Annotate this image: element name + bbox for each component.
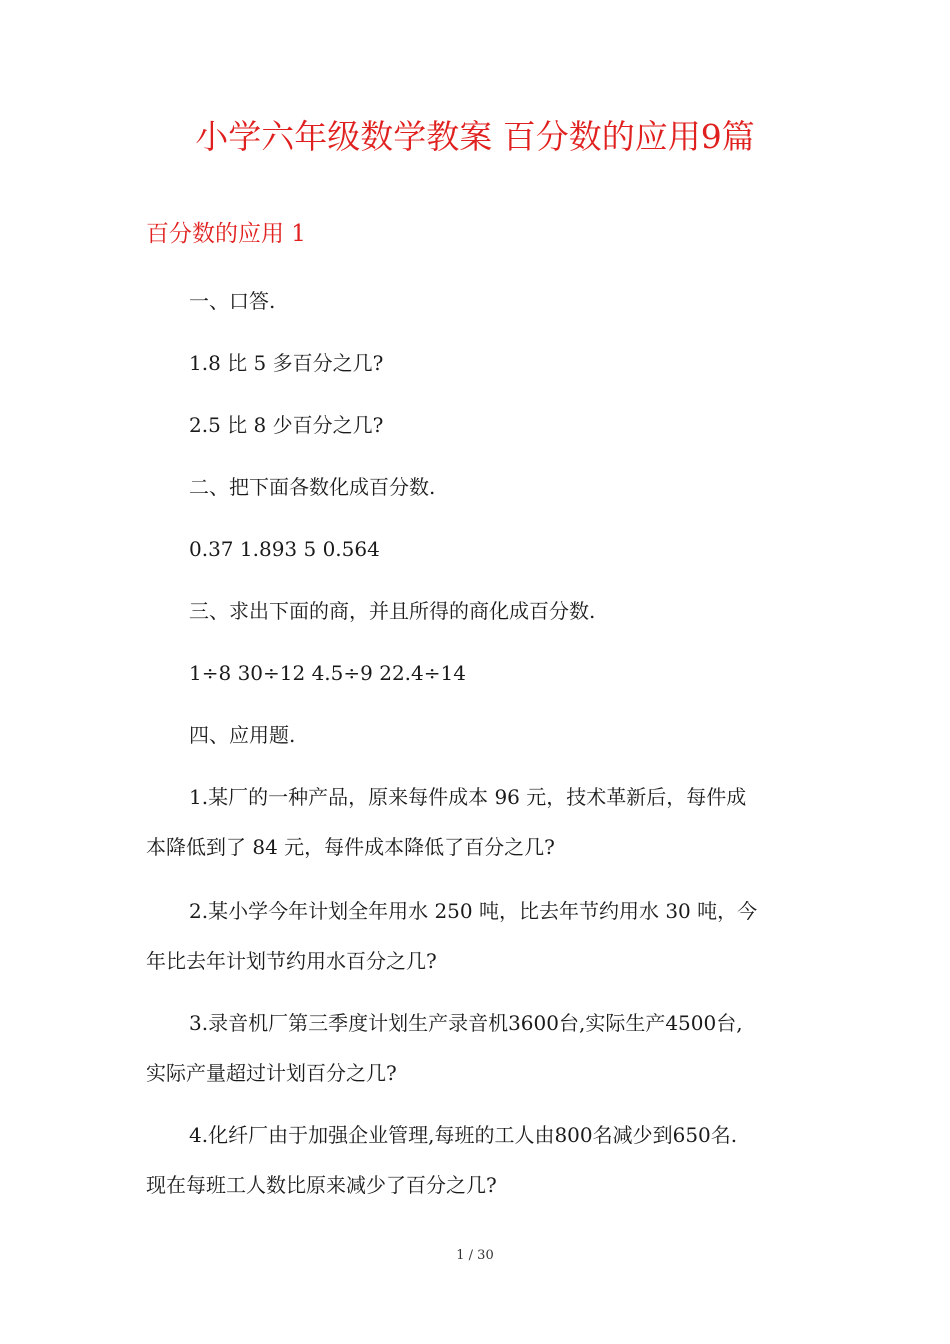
body-line: 一、口答. — [189, 289, 276, 313]
body-line: 现在每班工人数比原来减少了百分之几? — [146, 1173, 497, 1197]
body-line: 2.某小学今年计划全年用水 250 吨，比去年节约用水 30 吨，今 — [189, 899, 758, 923]
body-line: 4.化纤厂由于加强企业管理,每班的工人由800名减少到650名. — [189, 1123, 738, 1147]
body-line: 2.5 比 8 少百分之几? — [189, 413, 384, 437]
body-line: 1.8 比 5 多百分之几? — [189, 351, 384, 375]
body-line: 1÷8 30÷12 4.5÷9 22.4÷14 — [189, 661, 466, 685]
body-line: 二、把下面各数化成百分数. — [189, 475, 436, 499]
body-line: 1.某厂的一种产品，原来每件成本 96 元，技术革新后，每件成 — [189, 785, 747, 809]
body-line: 四、应用题. — [189, 723, 296, 747]
body-line: 0.37 1.893 5 0.564 — [189, 537, 380, 561]
body-line: 本降低到了 84 元，每件成本降低了百分之几? — [146, 835, 555, 859]
section-heading: 百分数的应用 1 — [146, 221, 306, 247]
page-number: 1 / 30 — [456, 1248, 494, 1263]
body-line: 年比去年计划节约用水百分之几? — [146, 949, 437, 973]
page-title: 小学六年级数学教案 百分数的应用9篇 — [195, 117, 755, 156]
body-line: 3.录音机厂第三季度计划生产录音机3600台,实际生产4500台, — [189, 1011, 743, 1035]
body-line: 实际产量超过计划百分之几? — [146, 1061, 397, 1085]
body-line: 三、求出下面的商，并且所得的商化成百分数. — [189, 599, 596, 623]
